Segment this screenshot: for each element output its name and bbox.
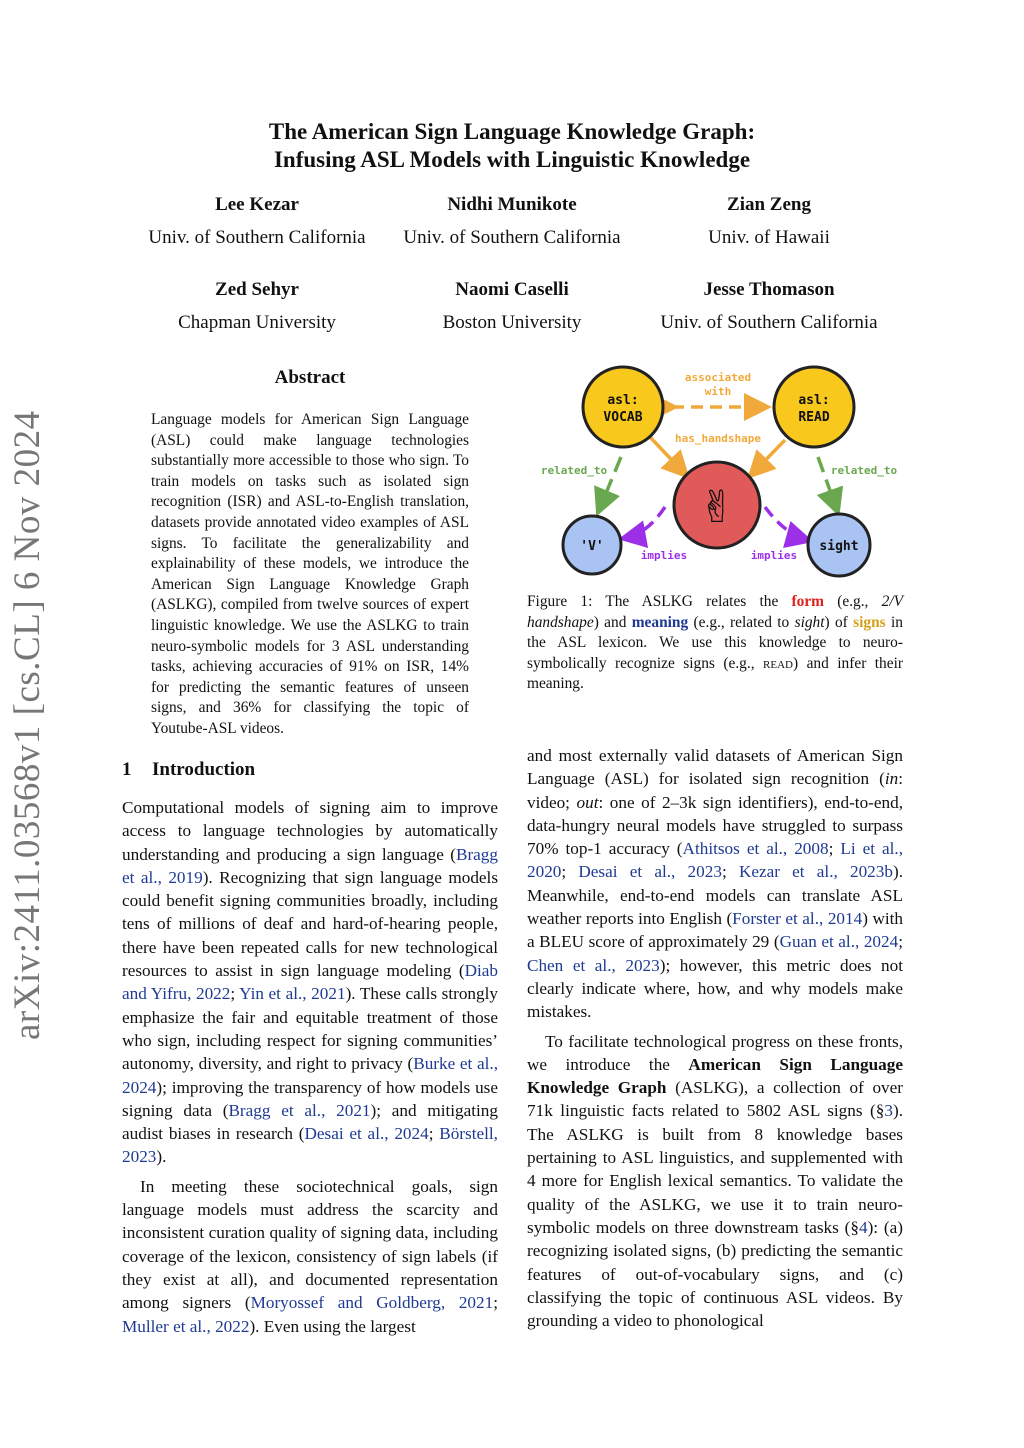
citation-link[interactable]: Diab and Yifru, 2022 [122,961,498,1004]
author-affiliation: Univ. of Southern California [403,227,621,248]
paragraph: Computational models of signing aim to improve access to language technologies by automatically understanding and producing a sign language (Bragg et al., 2019). Recognizing that sign language models could benefit signing communities broadly, including tens of millions of deaf and hard-of-hearing people, there have been repeated calls for new technological resources to assist in sign language modeling (Diab and Yifru, 2022; Yin et al., 2021). These calls strongly emphasize the fair and equitable treatment of those who sign, including respect for signing communities’ autonomy, diversity, and right to privacy (Burke et al., 2024); improving the transparency of how models use signing data (Bragg et al., 2021); and mitigating audist biases in research (Desai et al., 2024; Börstell, 2023). [122,798,499,1167]
author-affiliation: Univ. of Hawaii [708,227,830,248]
node-handshape [674,462,760,548]
author-block [639,194,899,249]
paper-title [0,118,1024,174]
right-column-body [527,744,903,1332]
node-asl-vocab [583,367,663,447]
edge-label: related_to [830,464,898,477]
paragraph: To facilitate technological progress on these fronts, we introduce the American Sign Language Knowledge Graph (ASLKG), a collection of over 71k linguistic facts related to 5802 ASL signs (§3). The ASLKG is built from 8 knowledge bases pertaining to ASL linguistics, and supplemented with 4 more for English lexical semantics. To validate the quality of the ASLKG, we use it to train neuro-symbolic models on three downstream tasks (§4): (a) recognizing isolated signs, (b) predicting the semantic features of out-of-vocabulary signs, and (c) classifying the topic of continuous ASL videos. By grounding a video to phonological [527,1031,904,1331]
author-affiliation: Chapman University [178,312,336,333]
victory-hand-icon: ✌ [698,482,736,533]
edge-implies-left [625,507,665,538]
node-label: 'V' [580,539,604,554]
author-block [127,279,387,334]
edge-has-handshape-right [752,440,785,474]
author-block [382,194,642,249]
author-affiliation: Univ. of Southern California [660,312,878,333]
citation-link[interactable]: Guan et al., 2024 [779,932,899,952]
author-block [382,279,642,334]
author-name: Nidhi Munikote [447,194,577,215]
citation-link[interactable]: Bragg et al., 2021 [228,1100,371,1120]
abstract-heading: Abstract [274,367,346,388]
edge-label: implies [640,549,688,562]
figure-knowledge-graph [527,362,903,580]
author-block [127,194,387,249]
edge-label: associated [684,371,752,384]
author-block [639,279,899,334]
edge-label: has_handshape [674,432,762,445]
node-label: READ [798,410,830,425]
title-line-1: The American Sign Language Knowledge Graph: [268,119,756,144]
citation-link[interactable]: Moryossef and Goldberg, 2021 [250,1293,494,1313]
section-ref-link[interactable]: 3 [884,1101,893,1121]
edge-label: related_to [540,464,608,477]
citation-link[interactable]: Börstell, 2023 [122,1124,498,1167]
citation-link[interactable]: Kezar et al., 2023b [738,862,893,882]
citation-link[interactable]: Desai et al., 2023 [578,862,722,882]
edge-label: implies [750,549,798,562]
section-ref-link[interactable]: 4 [858,1217,868,1237]
author-affiliation: Univ. of Southern California [148,227,366,248]
node-label: VOCAB [603,410,643,425]
citation-link[interactable]: Forster et al., 2014 [732,909,863,929]
node-sight [808,514,870,576]
citation-link[interactable]: Desai et al., 2024 [304,1124,429,1144]
citation-link[interactable]: Bragg et al., 2019 [122,844,498,887]
author-name: Naomi Caselli [455,279,569,300]
author-name: Lee Kezar [215,194,299,215]
section-title: Introduction [152,759,256,780]
citation-link[interactable]: Yin et al., 2021 [239,984,346,1004]
author-name: Zed Sehyr [215,279,299,300]
paragraph: In meeting these sociotechnical goals, sign language models must address the scarcity and inconsistent curation quality of signing data, including coverage of the lexicon, consistency of sign labels (if they exist at all), and documented representation among signers (Moryossef and Goldberg, 2021; Muller et al., 2022). Even using the largest [122,1176,498,1336]
node-label: asl: [798,393,830,408]
citation-link[interactable]: Athitsos et al., 2008 [682,839,829,859]
citation-link[interactable]: Muller et al., 2022 [122,1316,250,1336]
node-label: asl: [607,393,639,408]
title-line-2: Infusing ASL Models with Linguistic Knowledge [273,147,751,172]
node-label: sight [819,539,859,554]
left-column-body [122,796,498,1338]
section-heading [122,759,255,781]
edge-label: with [704,385,732,398]
author-name: Jesse Thomason [703,279,835,300]
author-affiliation: Boston University [442,312,582,333]
edge-implies-right [765,507,807,540]
citation-link[interactable]: Li et al., 2020 [527,839,903,882]
node-v [563,516,621,574]
section-number: 1 [122,759,132,780]
author-name: Zian Zeng [727,194,811,215]
abstract-text: Language models for American Sign Language (ASL) could make language technologies substantially more accessible to those who sign. To train models on tasks such as isolated sign recognition (ISR) and ASL-to-English translation, datasets provide annotated video examples of ASL signs. To facilitate the generalizability and explainability of these models, we introduce the American Sign Language Knowledge Graph (ASLKG), compiled from twelve sources of expert linguistic knowledge. We use the ASLKG to train neuro-symbolic models for 3 ASL understanding tasks, achieving accuracies of 91% on ISR, 14% for predicting the semantic features of unseen signs, and 36% for classifying the topic of Youtube-ASL videos. [151,411,469,737]
citation-link[interactable]: Burke et al., 2024 [122,1054,498,1097]
citation-link[interactable]: Chen et al., 2023 [527,955,660,975]
arxiv-identifier: arXiv:2411.03568v1 [cs.CL] 6 Nov 2024 [7,410,48,1040]
figure-caption: Figure 1: The ASLKG relates the form (e.g., 2/V handshape) and meaning (e.g., related to sight) of signs in the ASL lexicon. We use this knowledge to neuro-symbolically recognize signs (e.g., read) and infer their meaning. [527,593,903,693]
paragraph: and most externally valid datasets of American Sign Language (ASL) for isolated sign recognition (in: video; out: one of 2–3k sign identifiers), end-to-end, data-hungry neural models have struggled to surpass 70% top-1 accuracy (Athitsos et al., 2008; Li et al., 2020; Desai et al., 2023; Kezar et al., 2023b). Meanwhile, end-to-end models can translate ASL weather reports into English (Forster et al., 2014) with a BLEU score of approximately 29 (Guan et al., 2024; Chen et al., 2023); however, this metric does not clearly indicate where, how, and why models make mistakes. [527,746,903,1022]
node-asl-read [774,367,854,447]
